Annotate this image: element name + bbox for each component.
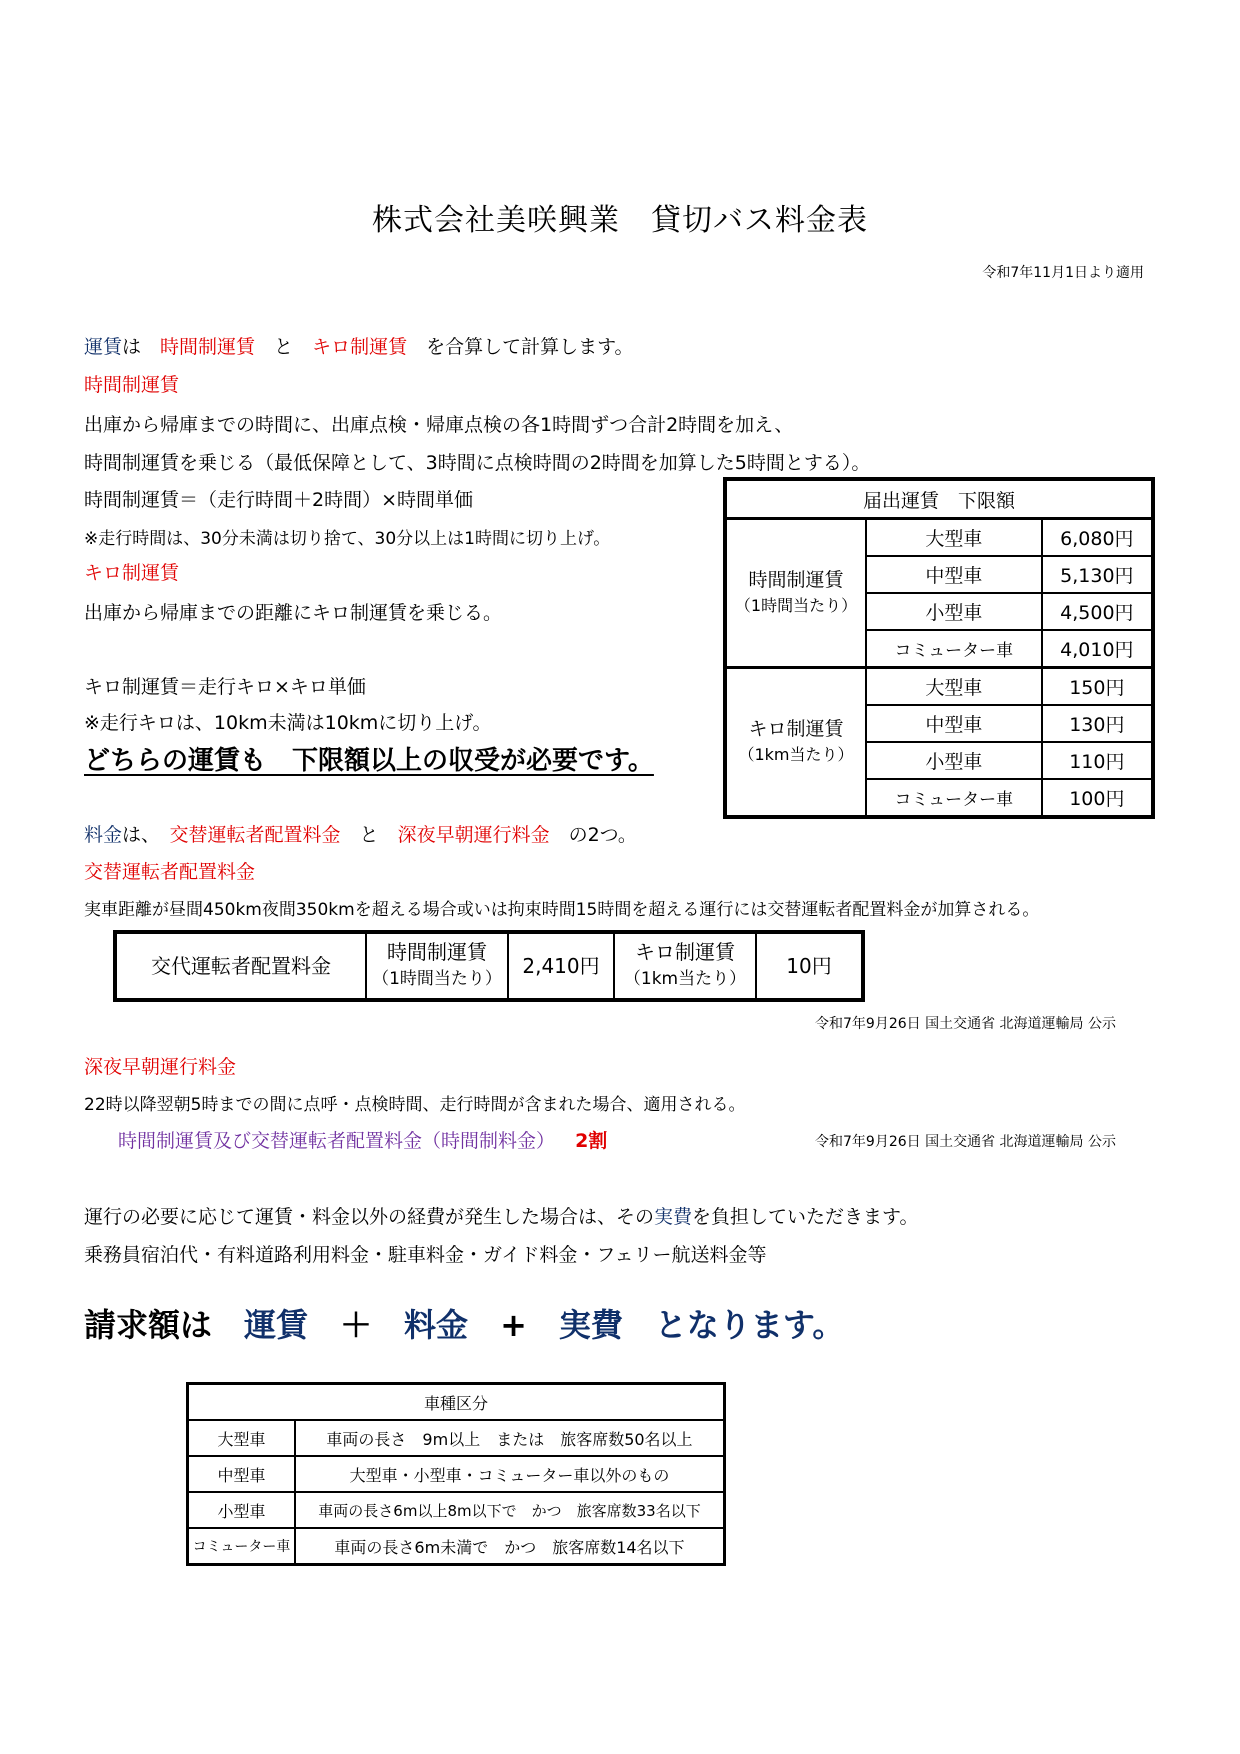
km-fare-cell (614, 932, 756, 1000)
fare-intro-text: は (122, 336, 161, 358)
km-fare-label: キロ制運賃 (635, 940, 735, 964)
km-fare-group-cell (725, 668, 866, 818)
vehicle-cell: 大型車 (866, 668, 1042, 706)
vehicle-cell: 小型車 (866, 593, 1042, 630)
price-cell: 5,130円 (1042, 556, 1153, 593)
charge-term: 料金 (84, 824, 123, 846)
total-expense-term: 実費 (558, 1306, 623, 1344)
price-cell: 130円 (1042, 705, 1153, 742)
vehicle-class-table (186, 1382, 726, 1566)
price-cell: 4,500円 (1042, 593, 1153, 630)
group-sublabel: （1km当たり） (738, 745, 854, 764)
time-fare-label: 時間制運賃 (387, 940, 487, 964)
plus-sign: ＋ (308, 1306, 405, 1344)
late-night-rate-value: 2割 (575, 1130, 608, 1152)
fare-intro (84, 332, 634, 359)
time-fare-formula: 時間制運賃＝（走行時間＋2時間）×時間単価 (84, 489, 474, 511)
price-cell: 100円 (1042, 779, 1153, 817)
minimum-fare-emphasis: どちらの運賃も 下限額以上の収受が必要です。 (84, 746, 654, 776)
km-fare-note: ※走行キロは、10km未満は10kmに切り上げ。 (84, 712, 492, 734)
table-row (188, 1420, 725, 1456)
time-fare-cell (366, 932, 508, 1000)
vehicle-cell: 中型車 (866, 705, 1042, 742)
price-cell: 110円 (1042, 742, 1153, 779)
vehicle-definition-cell: 車両の長さ6m未満で かつ 旅客席数14名以下 (295, 1528, 725, 1565)
expenses-text: 運行の必要に応じて運賃・料金以外の経費が発生した場合は、その (84, 1206, 655, 1228)
effective-date: 令和7年11月1日より適用 (982, 265, 1144, 281)
actual-expense-term: 実費 (654, 1206, 693, 1228)
total-text: となります。 (622, 1306, 845, 1344)
relief-driver-term: 交替運転者配置料金 (169, 824, 341, 846)
km-fare-line1: 出庫から帰庫までの距離にキロ制運賃を乗じる。 (84, 602, 503, 624)
vehicle-cell: 大型車 (866, 519, 1042, 557)
km-fare-formula: キロ制運賃＝走行キロ×キロ単価 (84, 676, 366, 698)
km-fare-heading: キロ制運賃 (84, 562, 180, 584)
expenses-line1 (84, 1202, 919, 1229)
price-cell: 6,080円 (1042, 519, 1153, 557)
total-formula (84, 1300, 844, 1346)
vehicle-type-cell: 小型車 (188, 1492, 296, 1528)
plus-sign: + (468, 1306, 559, 1344)
time-fare-term: 時間制運賃 (160, 336, 256, 358)
vehicle-cell: 中型車 (866, 556, 1042, 593)
vehicle-type-cell: 大型車 (188, 1420, 296, 1456)
group-label: 時間制運賃 (748, 569, 844, 591)
fare-intro-text: と (255, 336, 313, 358)
price-cell: 150円 (1042, 668, 1153, 706)
time-fare-heading: 時間制運賃 (84, 374, 180, 396)
vehicle-type-cell: 中型車 (188, 1456, 296, 1492)
minimum-fare-table (723, 477, 1155, 819)
late-night-heading: 深夜早朝運行料金 (84, 1056, 237, 1078)
relief-driver-heading: 交替運転者配置料金 (84, 861, 256, 883)
group-label: キロ制運賃 (748, 718, 844, 740)
time-fare-group-cell (725, 519, 866, 668)
km-fare-sublabel: （1km当たり） (623, 969, 747, 989)
relief-driver-table (113, 930, 865, 1002)
total-fare-term: 運賃 (244, 1306, 309, 1344)
page-title: 株式会社美咲興業 貸切バス料金表 (372, 203, 868, 238)
price-cell: 4,010円 (1042, 630, 1153, 668)
group-sublabel: （1時間当たり） (734, 596, 858, 615)
time-fare-sublabel: （1時間当たり） (372, 969, 502, 989)
km-price-cell: 10円 (756, 932, 863, 1000)
fare-intro-text: を合算して計算します。 (407, 336, 634, 358)
relief-driver-description: 実車距離が昼間450km夜間350kmを超える場合或いは拘束時間15時間を超える運行には交替運転者配置料金が加算される。 (84, 900, 1040, 920)
late-night-rate (118, 1126, 607, 1153)
relief-label-cell: 交代運転者配置料金 (115, 932, 366, 1000)
charge-intro (84, 820, 637, 847)
charge-intro-text: は、 (122, 824, 170, 846)
fare-term: 運賃 (84, 336, 123, 358)
vehicle-cell: 小型車 (866, 742, 1042, 779)
table-row (188, 1456, 725, 1492)
km-fare-term: キロ制運賃 (312, 336, 408, 358)
time-fare-note: ※走行時間は、30分未満は切り捨て、30分以上は1時間に切り上げ。 (84, 529, 611, 549)
vehicle-definition-cell: 大型車・小型車・コミューター車以外のもの (295, 1456, 725, 1492)
vehicle-definition-cell: 車両の長さ 9m以上 または 旅客席数50名以上 (295, 1420, 725, 1456)
total-charge-term: 料金 (404, 1306, 469, 1344)
table-row (725, 519, 1153, 557)
expenses-text: を負担していただきます。 (692, 1206, 919, 1228)
vehicle-class-header: 車種区分 (188, 1384, 725, 1421)
time-price-cell: 2,410円 (508, 932, 614, 1000)
expenses-line2: 乗務員宿泊代・有料道路利用料金・駐車料金・ガイド料金・フェリー航送料金等 (84, 1244, 767, 1266)
charge-intro-text: と (340, 824, 398, 846)
relief-driver-notice: 令和7年9月26日 国土交通省 北海道運輸局 公示 (815, 1016, 1116, 1032)
late-night-description: 22時以降翌朝5時までの間に点呼・点検時間、走行時間が含まれた場合、適用される。 (84, 1095, 746, 1115)
fare-table-header: 届出運賃 下限額 (725, 479, 1153, 519)
charge-intro-text: の2つ。 (549, 824, 637, 846)
table-row (188, 1528, 725, 1565)
vehicle-cell: コミューター車 (866, 779, 1042, 817)
vehicle-type-cell: コミューター車 (188, 1528, 296, 1565)
time-fare-line2: 時間制運賃を乗じる（最低保障として、3時間に点検時間の2時間を加算した5時間とする）。 (84, 452, 871, 474)
late-night-rate-label: 時間制運賃及び交替運転者配置料金（時間制料金） (118, 1130, 556, 1152)
table-row (115, 932, 863, 1000)
table-row (725, 668, 1153, 706)
total-text: 請求額は (84, 1306, 245, 1344)
late-night-notice: 令和7年9月26日 国土交通省 北海道運輸局 公示 (815, 1134, 1116, 1150)
late-night-term: 深夜早朝運行料金 (397, 824, 550, 846)
table-row (188, 1492, 725, 1528)
time-fare-line1: 出庫から帰庫までの時間に、出庫点検・帰庫点検の各1時間ずつ合計2時間を加え、 (84, 414, 794, 436)
vehicle-cell: コミューター車 (866, 630, 1042, 668)
vehicle-definition-cell: 車両の長さ6m以上8m以下で かつ 旅客席数33名以下 (295, 1492, 725, 1528)
